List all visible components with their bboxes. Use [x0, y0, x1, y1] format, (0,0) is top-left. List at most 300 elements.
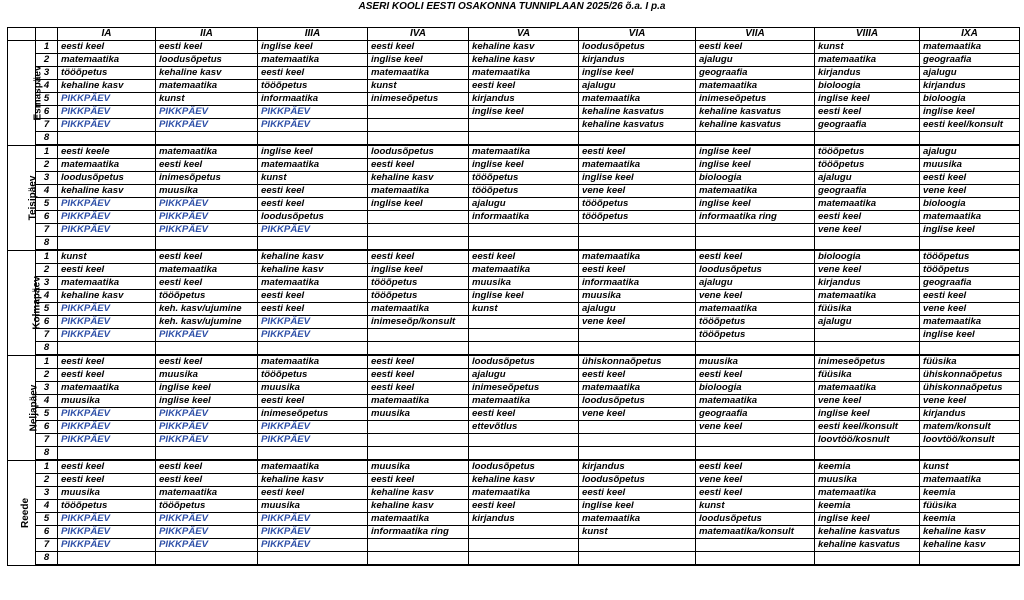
- table-row: [8, 395, 1020, 408]
- lesson-cell: muusika: [156, 185, 258, 198]
- table-row: [8, 329, 1020, 342]
- lesson-cell: matem/konsult: [920, 421, 1020, 434]
- lesson-cell: tööõpetus: [815, 159, 920, 172]
- lesson-cell: loodusõpetus: [579, 41, 696, 54]
- table-row: [8, 132, 1020, 146]
- lesson-cell: matemaatika: [258, 159, 368, 172]
- lesson-cell: PIKKPÄEV: [156, 513, 258, 526]
- lesson-cell: [469, 237, 579, 251]
- table-row: [8, 539, 1020, 552]
- lesson-cell: informaatika: [579, 277, 696, 290]
- lesson-cell: matemaatika: [920, 211, 1020, 224]
- lesson-cell: eesti keel: [696, 250, 815, 264]
- lesson-cell: inglise keel: [368, 264, 469, 277]
- lesson-cell: inglise keel: [258, 41, 368, 54]
- table-row: [8, 460, 1020, 474]
- lesson-cell: eesti keel: [156, 460, 258, 474]
- lesson-cell: eesti keel: [58, 355, 156, 369]
- lesson-cell: matemaatika: [815, 290, 920, 303]
- lesson-cell: matemaatika: [58, 54, 156, 67]
- lesson-cell: kehaline kasvatus: [579, 106, 696, 119]
- lesson-cell: muusika: [258, 500, 368, 513]
- lesson-cell: muusika: [258, 382, 368, 395]
- lesson-cell: ühiskonnaõpetus: [579, 355, 696, 369]
- lesson-cell: loodusõpetus: [579, 474, 696, 487]
- lesson-cell: [815, 329, 920, 342]
- lesson-cell: [156, 342, 258, 356]
- lesson-cell: matemaatika: [258, 460, 368, 474]
- lesson-cell: PIKKPÄEV: [156, 329, 258, 342]
- lesson-cell: matemaatika: [696, 185, 815, 198]
- lesson-cell: matemaatika: [696, 80, 815, 93]
- lesson-cell: eesti keel: [258, 303, 368, 316]
- lesson-cell: matemaatika: [469, 487, 579, 500]
- lesson-cell: PIKKPÄEV: [258, 106, 368, 119]
- lesson-cell: kehaline kasvatus: [579, 119, 696, 132]
- lesson-cell: tööõpetus: [156, 500, 258, 513]
- lesson-cell: [696, 539, 815, 552]
- lesson-cell: loodusõpetus: [258, 211, 368, 224]
- lesson-cell: kehaline kasv: [58, 80, 156, 93]
- table-row: [8, 80, 1020, 93]
- lesson-cell: geograafia: [815, 185, 920, 198]
- corner-cell: [36, 28, 58, 41]
- lesson-number: 3: [36, 172, 58, 185]
- lesson-cell: eesti keel: [368, 382, 469, 395]
- lesson-cell: PIKKPÄEV: [258, 329, 368, 342]
- lesson-cell: matemaatika: [920, 474, 1020, 487]
- lesson-cell: matemaatika: [920, 316, 1020, 329]
- lesson-cell: inimeseõpetus: [258, 408, 368, 421]
- lesson-cell: [579, 434, 696, 447]
- lesson-cell: [258, 132, 368, 146]
- table-row: [8, 342, 1020, 356]
- lesson-cell: keemia: [815, 460, 920, 474]
- lesson-cell: vene keel: [920, 303, 1020, 316]
- lesson-number: 6: [36, 211, 58, 224]
- lesson-cell: matemaatika: [58, 159, 156, 172]
- lesson-cell: ajalugu: [696, 54, 815, 67]
- lesson-cell: eesti keel: [156, 41, 258, 54]
- lesson-cell: eesti keel: [368, 250, 469, 264]
- lesson-cell: PIKKPÄEV: [258, 526, 368, 539]
- lesson-cell: bioloogia: [815, 80, 920, 93]
- lesson-cell: ajalugu: [815, 316, 920, 329]
- lesson-cell: kunst: [58, 250, 156, 264]
- lesson-cell: ajalugu: [579, 80, 696, 93]
- lesson-cell: ajalugu: [920, 145, 1020, 159]
- lesson-cell: [469, 119, 579, 132]
- class-header: IIIA: [258, 28, 368, 41]
- lesson-cell: vene keel: [579, 185, 696, 198]
- class-header: VA: [469, 28, 579, 41]
- lesson-cell: [469, 132, 579, 146]
- lesson-cell: tööõpetus: [258, 369, 368, 382]
- lesson-cell: loodusõpetus: [469, 460, 579, 474]
- lesson-cell: [815, 447, 920, 461]
- lesson-cell: [156, 552, 258, 566]
- table-row: [8, 487, 1020, 500]
- lesson-cell: [696, 237, 815, 251]
- lesson-cell: [469, 434, 579, 447]
- lesson-cell: matemaatika: [469, 67, 579, 80]
- lesson-cell: [368, 434, 469, 447]
- lesson-cell: [579, 132, 696, 146]
- class-header: VIA: [579, 28, 696, 41]
- lesson-cell: PIKKPÄEV: [58, 211, 156, 224]
- lesson-cell: PIKKPÄEV: [156, 539, 258, 552]
- table-row: [8, 211, 1020, 224]
- lesson-number: 3: [36, 487, 58, 500]
- lesson-cell: [58, 132, 156, 146]
- lesson-cell: [58, 342, 156, 356]
- lesson-cell: füüsika: [815, 369, 920, 382]
- lesson-cell: ajalugu: [815, 172, 920, 185]
- lesson-cell: eesti keel: [258, 395, 368, 408]
- lesson-cell: eesti keel: [696, 369, 815, 382]
- lesson-number: 3: [36, 67, 58, 80]
- lesson-cell: [469, 329, 579, 342]
- table-row: [8, 474, 1020, 487]
- lesson-cell: informaatika ring: [696, 211, 815, 224]
- lesson-cell: [815, 132, 920, 146]
- lesson-cell: eesti keele: [58, 145, 156, 159]
- lesson-cell: ühiskonnaõpetus: [920, 382, 1020, 395]
- table-row: [8, 106, 1020, 119]
- lesson-cell: tööõpetus: [156, 290, 258, 303]
- lesson-cell: kehaline kasvatus: [815, 526, 920, 539]
- lesson-cell: matemaatika: [156, 80, 258, 93]
- lesson-cell: ühiskonnaõpetus: [920, 369, 1020, 382]
- lesson-cell: geograafia: [815, 119, 920, 132]
- lesson-cell: kirjandus: [469, 513, 579, 526]
- lesson-cell: [920, 552, 1020, 566]
- table-row: [8, 54, 1020, 67]
- lesson-cell: inglise keel: [579, 172, 696, 185]
- lesson-cell: eesti keel: [156, 277, 258, 290]
- lesson-cell: muusika: [815, 474, 920, 487]
- lesson-cell: inglise keel: [258, 145, 368, 159]
- table-row: [8, 159, 1020, 172]
- day-label: [8, 250, 43, 355]
- lesson-cell: matemaatika: [368, 67, 469, 80]
- day-label: [8, 460, 36, 565]
- lesson-cell: matemaatika: [696, 395, 815, 408]
- lesson-cell: matemaatika: [469, 145, 579, 159]
- lesson-cell: [368, 342, 469, 356]
- lesson-cell: vene keel: [920, 395, 1020, 408]
- table-row: [8, 41, 1020, 54]
- lesson-cell: eesti keel: [156, 250, 258, 264]
- lesson-cell: kehaline kasvatus: [696, 106, 815, 119]
- lesson-cell: [579, 224, 696, 237]
- lesson-cell: loodusõpetus: [58, 172, 156, 185]
- table-row: [8, 526, 1020, 539]
- lesson-cell: matemaatika: [368, 185, 469, 198]
- lesson-number: 5: [36, 198, 58, 211]
- lesson-cell: eesti keel: [920, 290, 1020, 303]
- lesson-cell: matemaatika: [258, 54, 368, 67]
- lesson-cell: inglise keel: [920, 224, 1020, 237]
- day-name: Esmaspäev: [32, 65, 44, 121]
- day-label: [8, 145, 39, 250]
- lesson-cell: eesti keel: [258, 185, 368, 198]
- lesson-cell: eesti keel: [368, 41, 469, 54]
- table-row: [8, 67, 1020, 80]
- lesson-cell: eesti keel: [58, 460, 156, 474]
- lesson-cell: PIKKPÄEV: [258, 119, 368, 132]
- lesson-cell: PIKKPÄEV: [156, 119, 258, 132]
- lesson-cell: matemaatika: [368, 395, 469, 408]
- lesson-cell: eesti keel: [368, 355, 469, 369]
- class-header: IIA: [156, 28, 258, 41]
- lesson-cell: eesti keel: [469, 408, 579, 421]
- lesson-cell: eesti keel: [469, 500, 579, 513]
- lesson-number: 1: [36, 145, 58, 159]
- lesson-cell: matemaatika: [920, 41, 1020, 54]
- lesson-cell: loodusõpetus: [696, 264, 815, 277]
- lesson-cell: keh. kasv/ujumine: [156, 316, 258, 329]
- lesson-cell: vene keel: [815, 264, 920, 277]
- lesson-cell: PIKKPÄEV: [156, 106, 258, 119]
- lesson-number: 2: [36, 264, 58, 277]
- lesson-cell: tööõpetus: [579, 198, 696, 211]
- lesson-cell: eesti keel: [368, 159, 469, 172]
- lesson-cell: [469, 539, 579, 552]
- lesson-cell: inglise keel: [920, 329, 1020, 342]
- lesson-cell: tööõpetus: [469, 185, 579, 198]
- lesson-cell: eesti keel/konsult: [815, 421, 920, 434]
- lesson-cell: PIKKPÄEV: [58, 224, 156, 237]
- lesson-cell: informaatika: [469, 211, 579, 224]
- lesson-cell: matemaatika: [156, 264, 258, 277]
- lesson-cell: keemia: [920, 487, 1020, 500]
- lesson-cell: inglise keel: [469, 159, 579, 172]
- lesson-cell: kehaline kasv: [58, 185, 156, 198]
- lesson-cell: inimeseõpetus: [368, 93, 469, 106]
- lesson-cell: tööõpetus: [920, 250, 1020, 264]
- lesson-cell: tööõpetus: [696, 329, 815, 342]
- lesson-cell: [368, 552, 469, 566]
- lesson-cell: eesti keel: [258, 290, 368, 303]
- lesson-cell: geograafia: [920, 54, 1020, 67]
- lesson-cell: [368, 224, 469, 237]
- lesson-cell: eesti keel/konsult: [920, 119, 1020, 132]
- lesson-cell: inglise keel: [579, 67, 696, 80]
- lesson-cell: [368, 132, 469, 146]
- lesson-cell: eesti keel: [58, 474, 156, 487]
- lesson-cell: PIKKPÄEV: [258, 224, 368, 237]
- lesson-number: 3: [36, 382, 58, 395]
- timetable: [7, 27, 1020, 566]
- lesson-cell: matemaatika: [815, 382, 920, 395]
- lesson-cell: [469, 342, 579, 356]
- table-row: [8, 290, 1020, 303]
- lesson-cell: PIKKPÄEV: [258, 513, 368, 526]
- lesson-cell: füüsika: [920, 500, 1020, 513]
- lesson-cell: PIKKPÄEV: [58, 421, 156, 434]
- lesson-cell: [696, 552, 815, 566]
- lesson-cell: vene keel: [579, 316, 696, 329]
- lesson-cell: eesti keel: [579, 369, 696, 382]
- lesson-cell: muusika: [156, 369, 258, 382]
- lesson-number: 7: [36, 119, 58, 132]
- lesson-cell: PIKKPÄEV: [156, 198, 258, 211]
- lesson-cell: PIKKPÄEV: [258, 539, 368, 552]
- lesson-cell: eesti keel: [696, 460, 815, 474]
- table-row: [8, 172, 1020, 185]
- lesson-cell: matemaatika: [469, 395, 579, 408]
- lesson-number: 2: [36, 54, 58, 67]
- lesson-cell: [815, 552, 920, 566]
- lesson-cell: eesti keel: [469, 250, 579, 264]
- lesson-cell: bioloogia: [696, 172, 815, 185]
- lesson-number: 6: [36, 316, 58, 329]
- header-row: [8, 28, 1020, 41]
- lesson-cell: [579, 539, 696, 552]
- lesson-cell: PIKKPÄEV: [58, 408, 156, 421]
- lesson-number: 8: [36, 237, 58, 251]
- lesson-cell: tööõpetus: [920, 264, 1020, 277]
- day-name: Neljapäev: [28, 384, 40, 431]
- lesson-cell: PIKKPÄEV: [58, 526, 156, 539]
- lesson-cell: matemaatika: [579, 250, 696, 264]
- lesson-cell: [920, 132, 1020, 146]
- lesson-cell: kehaline kasv: [58, 290, 156, 303]
- lesson-cell: inimeseõpetus: [815, 355, 920, 369]
- lesson-cell: [579, 447, 696, 461]
- lesson-cell: [469, 552, 579, 566]
- lesson-number: 4: [36, 500, 58, 513]
- table-row: [8, 264, 1020, 277]
- lesson-cell: [156, 447, 258, 461]
- lesson-number: 1: [36, 355, 58, 369]
- lesson-number: 7: [36, 434, 58, 447]
- lesson-cell: kehaline kasv: [469, 41, 579, 54]
- lesson-number: 8: [36, 342, 58, 356]
- lesson-cell: inglise keel: [368, 54, 469, 67]
- lesson-number: 1: [36, 250, 58, 264]
- lesson-number: 5: [36, 513, 58, 526]
- lesson-cell: vene keel: [696, 290, 815, 303]
- lesson-cell: matemaatika/konsult: [696, 526, 815, 539]
- lesson-cell: [156, 132, 258, 146]
- table-row: [8, 447, 1020, 461]
- lesson-number: 3: [36, 277, 58, 290]
- table-row: [8, 277, 1020, 290]
- lesson-cell: matemaatika: [696, 303, 815, 316]
- lesson-cell: PIKKPÄEV: [156, 526, 258, 539]
- lesson-cell: kunst: [469, 303, 579, 316]
- lesson-cell: keemia: [815, 500, 920, 513]
- lesson-number: 1: [36, 41, 58, 54]
- lesson-cell: inglise keel: [696, 198, 815, 211]
- lesson-cell: kehaline kasv: [920, 526, 1020, 539]
- lesson-cell: muusika: [58, 395, 156, 408]
- lesson-cell: [258, 342, 368, 356]
- lesson-cell: inglise keel: [469, 290, 579, 303]
- lesson-cell: PIKKPÄEV: [156, 421, 258, 434]
- lesson-cell: muusika: [469, 277, 579, 290]
- lesson-cell: inglise keel: [156, 395, 258, 408]
- lesson-cell: geograafia: [696, 408, 815, 421]
- day-name: Teisipäev: [27, 175, 39, 220]
- class-header: VIIIA: [815, 28, 920, 41]
- lesson-cell: PIKKPÄEV: [258, 421, 368, 434]
- table-row: [8, 316, 1020, 329]
- lesson-cell: [920, 237, 1020, 251]
- table-row: [8, 237, 1020, 251]
- lesson-cell: inglise keel: [815, 408, 920, 421]
- lesson-cell: tööõpetus: [258, 80, 368, 93]
- lesson-cell: PIKKPÄEV: [58, 329, 156, 342]
- lesson-cell: eesti keel: [920, 172, 1020, 185]
- lesson-cell: matemaatika: [258, 355, 368, 369]
- lesson-cell: bioloogia: [920, 198, 1020, 211]
- lesson-cell: eesti keel: [58, 41, 156, 54]
- lesson-cell: kunst: [156, 93, 258, 106]
- lesson-cell: PIKKPÄEV: [58, 316, 156, 329]
- lesson-cell: vene keel: [815, 395, 920, 408]
- lesson-cell: matemaatika: [368, 513, 469, 526]
- lesson-cell: PIKKPÄEV: [156, 211, 258, 224]
- lesson-cell: PIKKPÄEV: [258, 434, 368, 447]
- lesson-number: 8: [36, 447, 58, 461]
- lesson-number: 8: [36, 132, 58, 146]
- table-row: [8, 434, 1020, 447]
- lesson-cell: tööõpetus: [469, 172, 579, 185]
- lesson-cell: loovtöö/kosnult: [815, 434, 920, 447]
- lesson-cell: eesti keel: [815, 211, 920, 224]
- lesson-number: 6: [36, 106, 58, 119]
- table-row: [8, 145, 1020, 159]
- lesson-number: 4: [36, 395, 58, 408]
- lesson-cell: PIKKPÄEV: [258, 316, 368, 329]
- lesson-cell: [156, 237, 258, 251]
- lesson-cell: eesti keel: [469, 80, 579, 93]
- table-row: [8, 250, 1020, 264]
- lesson-cell: [469, 447, 579, 461]
- lesson-cell: matemaatika: [815, 198, 920, 211]
- table-row: [8, 198, 1020, 211]
- day-name: Kolmapäev: [31, 275, 43, 330]
- lesson-cell: kunst: [579, 526, 696, 539]
- lesson-cell: matemaatika: [579, 513, 696, 526]
- lesson-cell: matemaatika: [815, 487, 920, 500]
- lesson-number: 7: [36, 224, 58, 237]
- lesson-cell: ettevõtlus: [469, 421, 579, 434]
- lesson-cell: [368, 421, 469, 434]
- class-header: IA: [58, 28, 156, 41]
- lesson-cell: kehaline kasvatus: [815, 539, 920, 552]
- lesson-cell: muusika: [920, 159, 1020, 172]
- lesson-cell: kunst: [815, 41, 920, 54]
- class-header: IXA: [920, 28, 1020, 41]
- lesson-cell: inimeseõpetus: [696, 93, 815, 106]
- lesson-cell: matemaatika: [579, 93, 696, 106]
- lesson-cell: matemaatika: [58, 382, 156, 395]
- lesson-cell: [696, 342, 815, 356]
- day-name: Reede: [20, 497, 32, 528]
- lesson-cell: [696, 434, 815, 447]
- lesson-cell: eesti keel: [58, 369, 156, 382]
- lesson-cell: kehaline kasv: [368, 487, 469, 500]
- lesson-cell: [368, 539, 469, 552]
- lesson-cell: [368, 211, 469, 224]
- lesson-cell: inglise keel: [368, 198, 469, 211]
- day-label: [8, 41, 44, 146]
- lesson-cell: matemaatika: [368, 303, 469, 316]
